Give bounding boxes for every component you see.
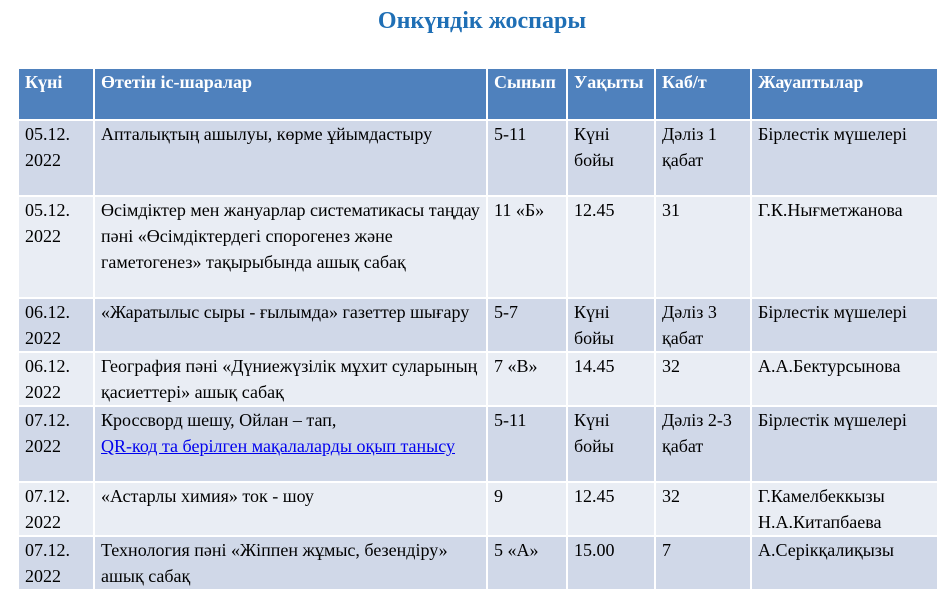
cell-room: 32 — [655, 352, 751, 406]
cell-responsible: Бірлестік мүшелері — [751, 406, 938, 482]
cell-room: Дәліз 3 қабат — [655, 298, 751, 352]
cell-day: 07.12. 2022 — [18, 482, 94, 536]
cell-class: 5-7 — [487, 298, 567, 352]
cell-class: 5-11 — [487, 120, 567, 196]
table-row — [18, 298, 938, 352]
cell-day: 06.12. 2022 — [18, 298, 94, 352]
cell-day: 05.12. 2022 — [18, 196, 94, 298]
cell-event: «Жаратылыс сыры - ғылымда» газеттер шығару — [94, 298, 487, 352]
cell-time: 12.45 — [567, 482, 655, 536]
cell-class: 9 — [487, 482, 567, 536]
cell-time: 14.45 — [567, 352, 655, 406]
header-responsible: Жауаптылар — [751, 68, 938, 120]
cell-time: Күні бойы — [567, 298, 655, 352]
cell-room: 32 — [655, 482, 751, 536]
header-event: Өтетін іс-шаралар — [94, 68, 487, 120]
table-row — [18, 536, 938, 590]
cell-time: 15.00 — [567, 536, 655, 590]
header-class: Сынып — [487, 68, 567, 120]
cell-class: 5-11 — [487, 406, 567, 482]
cell-responsible: Бірлестік мүшелері — [751, 298, 938, 352]
cell-event: «Астарлы химия» ток - шоу — [94, 482, 487, 536]
table-row — [18, 352, 938, 406]
table-header-row — [18, 68, 938, 120]
cell-event: География пәні «Дүниежүзілік мұхит суларының қасиеттері» ашық сабақ — [94, 352, 487, 406]
cell-class: 11 «Б» — [487, 196, 567, 298]
cell-responsible: А.А.Бектурсынова — [751, 352, 938, 406]
cell-time: Күні бойы — [567, 120, 655, 196]
event-text: Кроссворд шешу, Ойлан – тап, — [101, 410, 337, 430]
cell-time: 12.45 — [567, 196, 655, 298]
schedule-table — [17, 67, 939, 591]
cell-responsible: Г.К.Нығметжанова — [751, 196, 938, 298]
cell-time: Күні бойы — [567, 406, 655, 482]
cell-day: 07.12. 2022 — [18, 536, 94, 590]
cell-event: Өсімдіктер мен жануарлар систематикасы таңдау пәні «Өсімдіктердегі спорогенез және гаметогенез» тақырыбында ашық сабақ — [94, 196, 487, 298]
cell-event — [94, 406, 487, 482]
header-day: Күні — [18, 68, 94, 120]
cell-class: 7 «В» — [487, 352, 567, 406]
table-row — [18, 482, 938, 536]
cell-day: 05.12. 2022 — [18, 120, 94, 196]
cell-room: Дәліз 1 қабат — [655, 120, 751, 196]
cell-room: Дәліз 2-3 қабат — [655, 406, 751, 482]
page-title: Онкүндік жоспары — [377, 8, 587, 34]
cell-event: Технология пәні «Жіппен жұмыс, безендіру» ашық сабақ — [94, 536, 487, 590]
table-row — [18, 196, 938, 298]
header-room: Каб/т — [655, 68, 751, 120]
cell-responsible: Г.Камелбеккызы Н.А.Китапбаева — [751, 482, 938, 536]
cell-responsible: Бірлестік мүшелері — [751, 120, 938, 196]
cell-room: 7 — [655, 536, 751, 590]
qr-article-link[interactable]: QR-код та берілген мақалаларды оқып танысу — [101, 436, 455, 456]
header-time: Уақыты — [567, 68, 655, 120]
table-row — [18, 406, 938, 482]
cell-event: Апталықтың ашылуы, көрме ұйымдастыру — [94, 120, 487, 196]
cell-room: 31 — [655, 196, 751, 298]
cell-responsible: А.Серікқалиқызы — [751, 536, 938, 590]
cell-day: 07.12. 2022 — [18, 406, 94, 482]
table-row — [18, 120, 938, 196]
cell-class: 5 «А» — [487, 536, 567, 590]
cell-day: 06.12. 2022 — [18, 352, 94, 406]
